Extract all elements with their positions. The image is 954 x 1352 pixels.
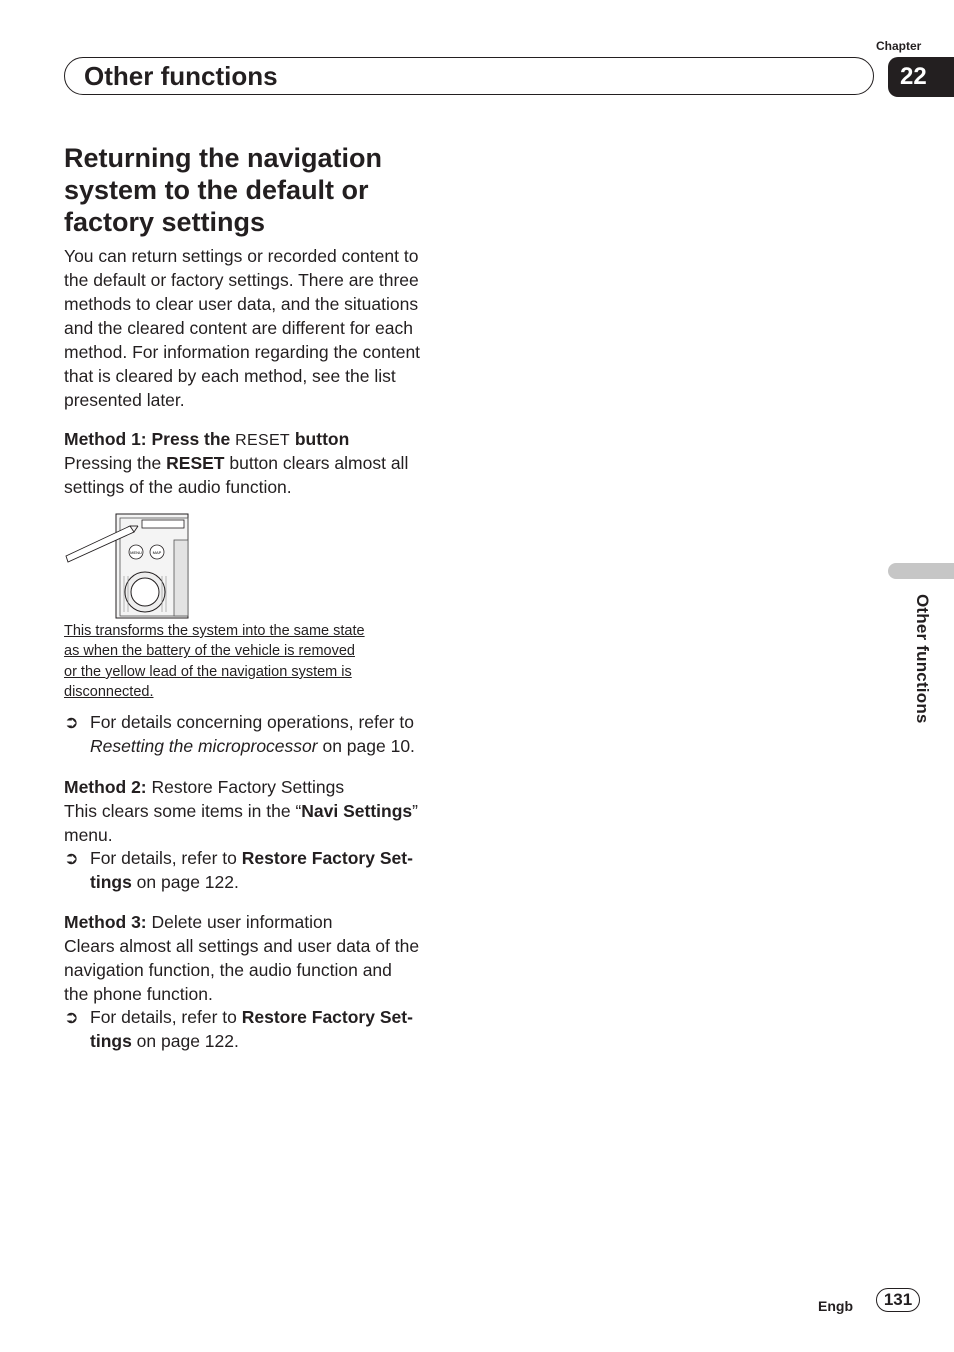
chapter-label: Chapter — [876, 39, 922, 53]
method3-reference: ➲ For details, refer to Restore Factory Set- tings on page 122. — [64, 1007, 413, 1051]
intro-line: and the cleared content are different for each — [64, 318, 413, 338]
reference-arrow-icon: ➲ — [64, 712, 79, 732]
reference-arrow-icon: ➲ — [64, 1007, 79, 1027]
title-line: system to the default or — [64, 175, 369, 205]
section-title: Other functions — [84, 61, 278, 91]
reference-link: Restore Factory Set- — [241, 848, 413, 868]
method2-heading: Method 2: Restore Factory Settings — [64, 777, 345, 797]
intro-line: You can return settings or recorded content to — [64, 246, 419, 266]
intro-line: that is cleared by each method, see the list — [64, 366, 396, 386]
title-line: Returning the navigation — [64, 143, 383, 173]
reference-arrow-icon: ➲ — [64, 848, 79, 868]
title-line: factory settings — [64, 207, 266, 237]
side-tab-marker — [888, 563, 954, 579]
method2-reference: ➲ For details, refer to Restore Factory Set- tings on page 122. — [64, 848, 413, 892]
page-number: 131 — [876, 1288, 920, 1312]
reference-link: Restore Factory Set- — [241, 1007, 413, 1027]
intro-line: the default or factory settings. There are three — [64, 270, 419, 290]
footer-language: Engb — [818, 1298, 853, 1314]
method1-description: Pressing the RESET button clears almost all settings of the audio function. — [64, 453, 409, 497]
method2-description: This clears some items in the “Navi Settings” menu. — [64, 801, 418, 845]
reset-button-illustration — [64, 512, 192, 620]
method3-heading: Method 3: Delete user information — [64, 912, 333, 932]
method3-description: Clears almost all settings and user data of the navigation function, the audio function and the phone function. — [64, 936, 420, 1004]
menu-button-label: MENU — [130, 550, 142, 555]
map-button-label: MAP — [152, 550, 162, 555]
chapter-number-badge: 22 — [888, 57, 954, 97]
method1-heading: Method 1: Press the RESET button — [64, 429, 350, 449]
intro-line: method. For information regarding the content — [64, 342, 421, 362]
reference-link: Resetting the microprocessor — [90, 736, 318, 756]
page-title — [64, 142, 456, 238]
illustration-caption: This transforms the system into the same state as when the battery of the vehicle is removed or the yellow lead of the navigation system is disconnected. — [64, 623, 365, 701]
intro-line: methods to clear user data, and the situations — [64, 294, 419, 314]
method1-reference: ➲ For details concerning operations, refer to Resetting the microprocessor on page 10. — [64, 712, 415, 756]
intro-paragraph — [64, 244, 456, 412]
intro-line: presented later. — [64, 390, 185, 410]
side-tab-label: Other functions — [913, 594, 932, 724]
